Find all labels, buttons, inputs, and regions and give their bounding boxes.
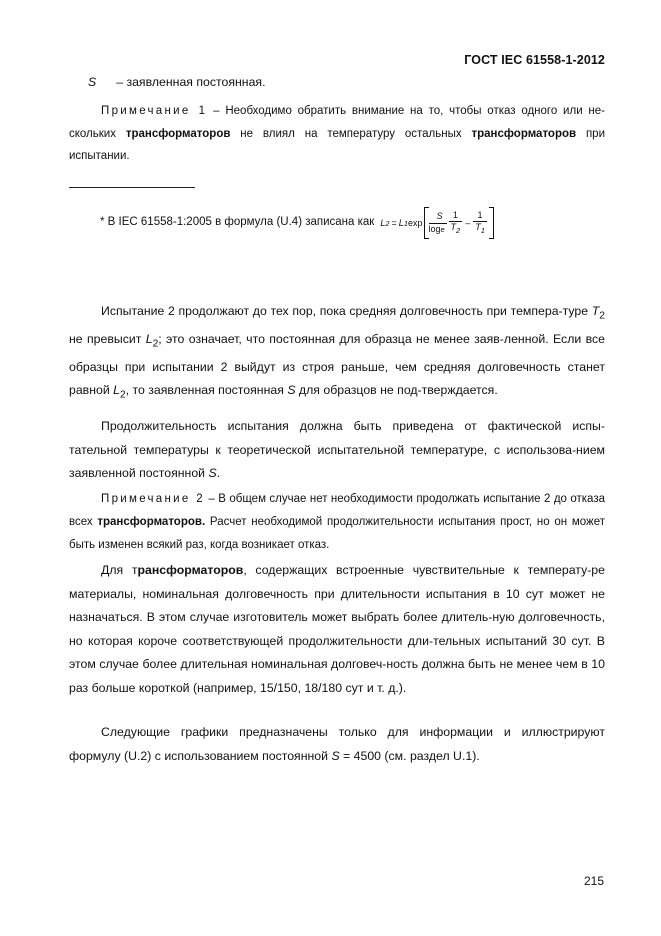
formula-denominator: [429, 223, 447, 235]
note-2-a: – В общем случае нет необходимости продолжать испытание 2 до отказа всех: [69, 493, 605, 528]
note-2-b: Расчет необходимой продолжительности испытания прост, но он может быть изменен всякий раз, когда возникает отказ.: [69, 516, 605, 551]
p1-l2-sub: 2: [152, 338, 159, 350]
formula-eq: =: [391, 217, 397, 228]
formula-t1-sub: 1: [480, 225, 485, 235]
p1-b: не превысит: [69, 331, 146, 346]
paragraph-graphs: [69, 721, 605, 768]
formula-s: S: [436, 211, 443, 221]
note-1: [69, 100, 605, 168]
note-1-label: Примечание 1: [101, 105, 208, 117]
p2-a: Продолжительность испытания должна быть приведена от фактической испы-тательной температуры к теоретической испытательной температуре, с использова-нием заявленной постоянной: [69, 419, 605, 480]
formula-t2: T: [450, 222, 457, 233]
footnote-text: * В IEC 61558-1:2005 в формула (U.4) записана как: [100, 216, 375, 229]
formula-t2-sub: 2: [456, 225, 461, 235]
p1-d: , то заявленная постоянная: [125, 383, 288, 398]
formula-t1: T: [475, 222, 481, 233]
formula-numerator: [429, 211, 447, 223]
p1-t2: T: [591, 304, 600, 318]
note-2: [69, 488, 605, 557]
p1-l2b: L: [113, 383, 120, 398]
formula-fraction: [429, 211, 447, 235]
page-number: 215: [583, 874, 604, 888]
s-definition: – заявленная постоянная.: [116, 75, 266, 89]
footnote-separator: [69, 187, 195, 188]
formula-one-b: 1: [477, 210, 483, 221]
p2-b: .: [216, 466, 221, 480]
formula-log: log: [428, 224, 441, 234]
footnote-formula: [380, 207, 494, 239]
p3-bold: рансформаторов: [137, 563, 244, 577]
p4-b: = 4500 (см. раздел U.1).: [339, 748, 480, 763]
formula-l1: L: [398, 217, 404, 228]
p4-s: S: [331, 748, 340, 763]
right-bracket: [489, 207, 494, 239]
paragraph-duration: [69, 415, 605, 486]
document-header: ГОСТ IEC 61558-1-2012: [464, 53, 605, 67]
footnote: [100, 207, 494, 239]
note-1-bold-1: трансформаторов: [125, 127, 231, 140]
formula-minus: –: [465, 217, 471, 228]
p1-l2: L: [145, 331, 153, 346]
p3-b: , содержащих встроенные чувствительные к температу-ре материалы, номинальная долговечность при длительности испытания в 10 сут может не назначаться. В этом случае изготовитель может выбрать более длитель-ную долговечность, но которая короче соответствующей продолжительности дли-тельных испытаний 30 сут. В этом случае более длительная номинальная долговеч-ность должна быть не менее чем в 10 раз больше короткой (например, 15/150, 18/180 сут и т. д.).: [69, 563, 605, 695]
formula-exp: exp: [407, 217, 423, 228]
formula-frac-t1: [473, 210, 487, 236]
formula-one-a: 1: [452, 210, 458, 221]
note-2-label: Примечание 2: [101, 493, 205, 505]
note-1-text-b: не влиял на температуру остальных: [230, 127, 472, 140]
p3-a: Для т: [101, 563, 138, 577]
formula-frac-t2: [449, 210, 463, 236]
p1-a: Испытание 2 продолжают до тех пор, пока средняя долговечность при темпера-туре: [101, 304, 592, 318]
paragraph-transformers: [69, 559, 605, 700]
formula-lhs: L: [380, 217, 386, 228]
p1-t2-sub: 2: [599, 310, 605, 322]
symbol-definition: [88, 71, 266, 95]
note-1-text-c: при испытании.: [69, 127, 606, 162]
p1-s: S: [287, 383, 296, 398]
p1-e: для образцов не под-тверждается.: [295, 383, 498, 398]
paragraph-test-2: [69, 300, 605, 407]
formula-lhs-sub: 2: [385, 218, 390, 228]
note-1-bold-2: трансформаторов: [471, 127, 577, 140]
p1-l2b-sub: 2: [119, 389, 126, 401]
formula-l1-sub: 1: [403, 218, 408, 228]
p1-c: ; это означает, что постоянная для образца не менее заяв-ленной. Если все образцы при испытании 2 выйдут из строя раньше, чем средняя долговечность станет равной: [69, 331, 605, 398]
p4-a: Следующие графики предназначены только для информации и иллюстрируют формулу (U.2) с использованием постоянной: [69, 725, 605, 763]
formula-log-base: e: [440, 225, 445, 234]
p2-s: S: [208, 466, 217, 480]
note-2-bold: трансформаторов.: [97, 516, 206, 528]
note-1-text-a: – Необходимо обратить внимание на то, чтобы отказ одного или не-скольких: [69, 105, 605, 140]
s-symbol: S: [88, 75, 97, 89]
